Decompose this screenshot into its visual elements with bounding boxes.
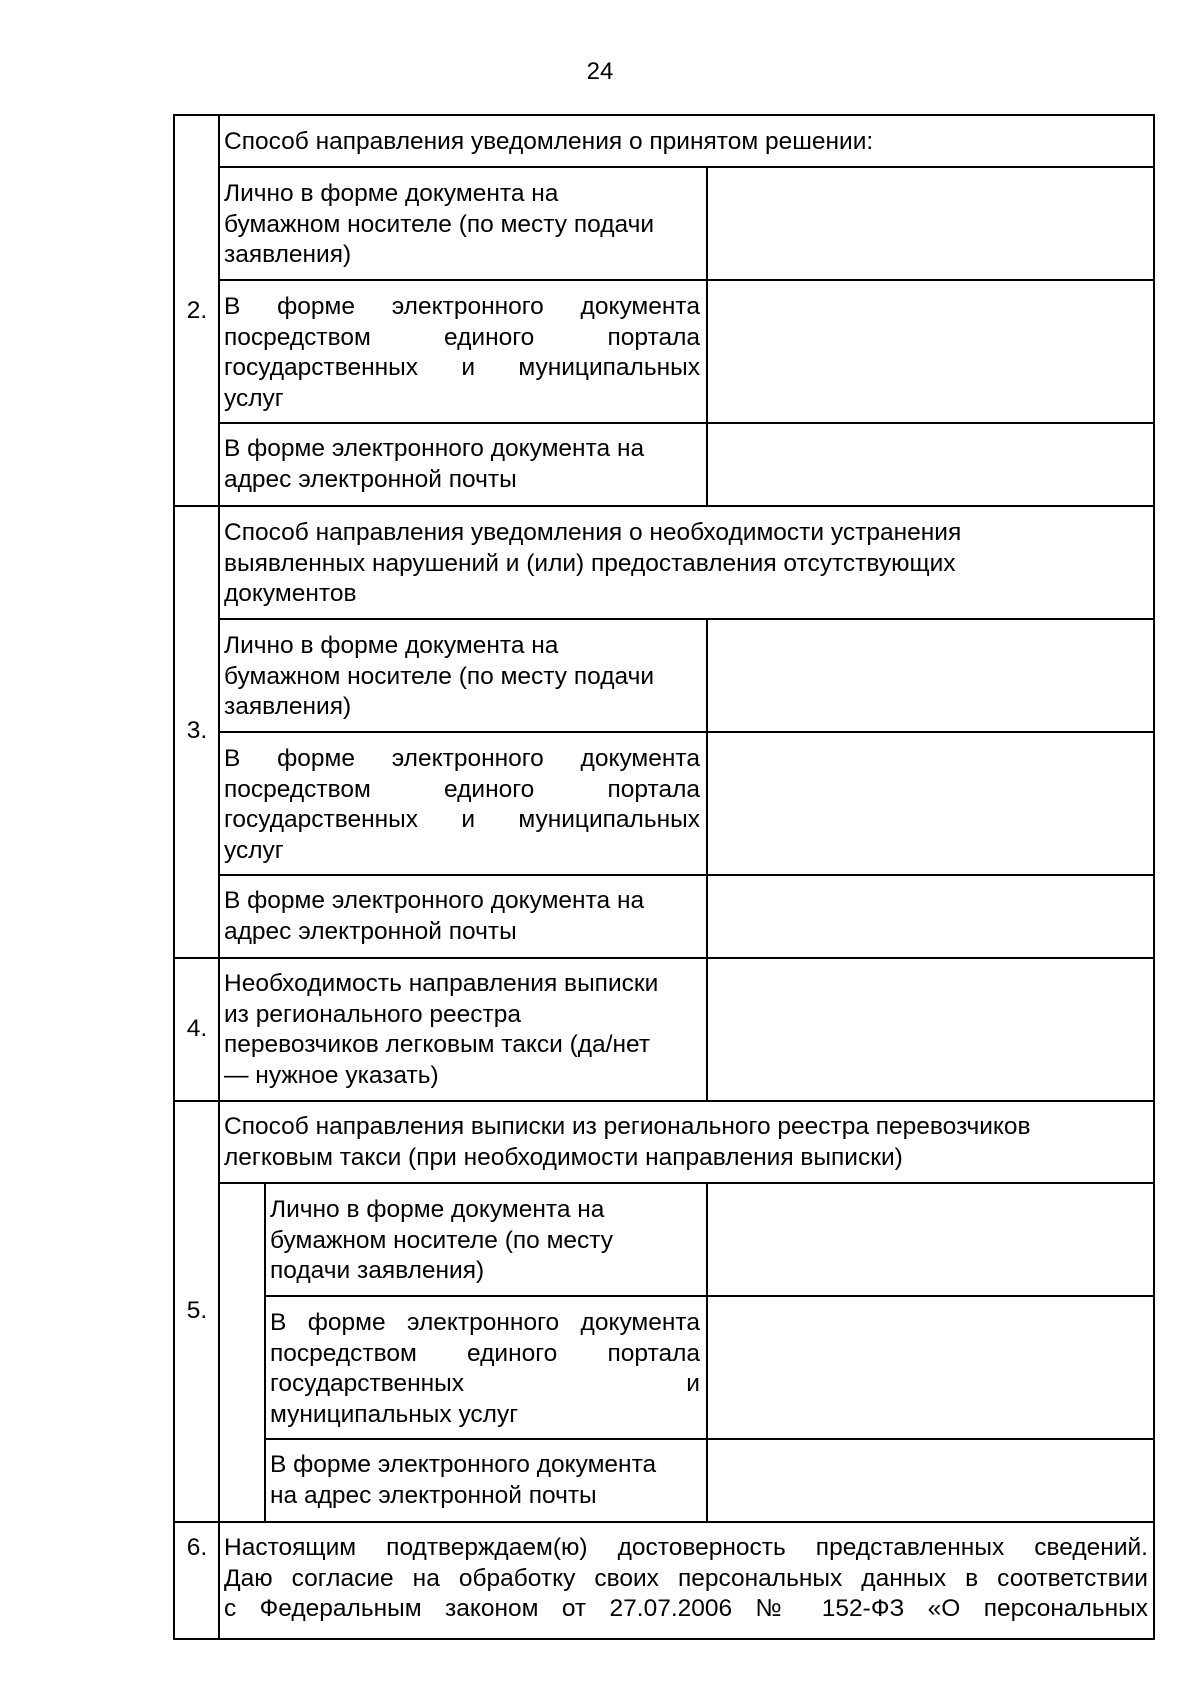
option-label: В форме электронного документа на адрес электронной почты xyxy=(224,435,645,493)
option-value-cell[interactable] xyxy=(708,1440,1153,1521)
row-number: 5. xyxy=(186,1297,208,1324)
option-label: В форме электронного документа на адрес электронной почты xyxy=(224,887,645,945)
table-right-border xyxy=(1153,114,1155,1640)
option-value-cell[interactable] xyxy=(708,281,1153,422)
option-label: В форме электронного документа посредством единого портала государственных и муниципальных услуг xyxy=(270,1309,700,1428)
row-number: 6. xyxy=(186,1534,208,1561)
option-value-cell[interactable] xyxy=(708,424,1153,505)
row-number: 3. xyxy=(186,717,208,744)
consent-text: Настоящим подтверждаем(ю) достоверность представленных сведений. Даю согласие на обработку своих персональных данных в соответствии с Федеральным законом от 27.07.2006 № 152-ФЗ «О персональных xyxy=(224,1534,1148,1622)
section-heading: Способ направления выписки из регионального реестра перевозчиков легковым такси (при необходимости направления выписки) xyxy=(224,1113,1031,1171)
option-value-cell[interactable] xyxy=(708,733,1153,874)
section-divider xyxy=(173,1100,1155,1102)
section-divider xyxy=(173,1521,1155,1523)
option-label: Лично в форме документа на бумажном носителе (по месту подачи заявления) xyxy=(224,632,655,720)
number-column-divider xyxy=(218,114,220,1640)
table-top-border xyxy=(173,114,1155,116)
section-divider xyxy=(173,505,1155,507)
section-heading: Способ направления уведомления о необходимости устранения выявленных нарушений и (или) предоставления отсутствующих документов xyxy=(224,519,962,607)
option-label: В форме электронного документа посредством единого портала государственных и муниципальных услуг xyxy=(224,293,700,412)
option-value-cell[interactable] xyxy=(708,1184,1153,1295)
row-number: 2. xyxy=(186,297,208,324)
option-value-cell[interactable] xyxy=(708,620,1153,731)
table-left-border xyxy=(173,114,175,1640)
option-value-cell[interactable] xyxy=(708,876,1153,957)
section-heading: Способ направления уведомления о принятом решении: xyxy=(224,128,874,155)
option-label: Лично в форме документа на бумажном носителе (по месту подачи заявления) xyxy=(224,180,655,268)
option-label: Лично в форме документа на бумажном носителе (по месту подачи заявления) xyxy=(270,1196,614,1284)
answer-value-cell[interactable] xyxy=(708,959,1153,1100)
row-text: Необходимость направления выписки из регионального реестра перевозчиков легковым такси (да/нет — нужное указать) xyxy=(224,970,659,1089)
option-label: В форме электронного документа посредством единого портала государственных и муниципальных услуг xyxy=(224,745,700,864)
page-number: 24 xyxy=(586,58,614,85)
option-label: В форме электронного документа на адрес электронной почты xyxy=(270,1451,657,1509)
option-value-cell[interactable] xyxy=(708,1297,1153,1438)
sub-indent-divider xyxy=(264,1182,266,1523)
row-number: 4. xyxy=(186,1015,208,1042)
option-value-cell[interactable] xyxy=(708,168,1153,279)
table-bottom-border xyxy=(173,1638,1155,1640)
